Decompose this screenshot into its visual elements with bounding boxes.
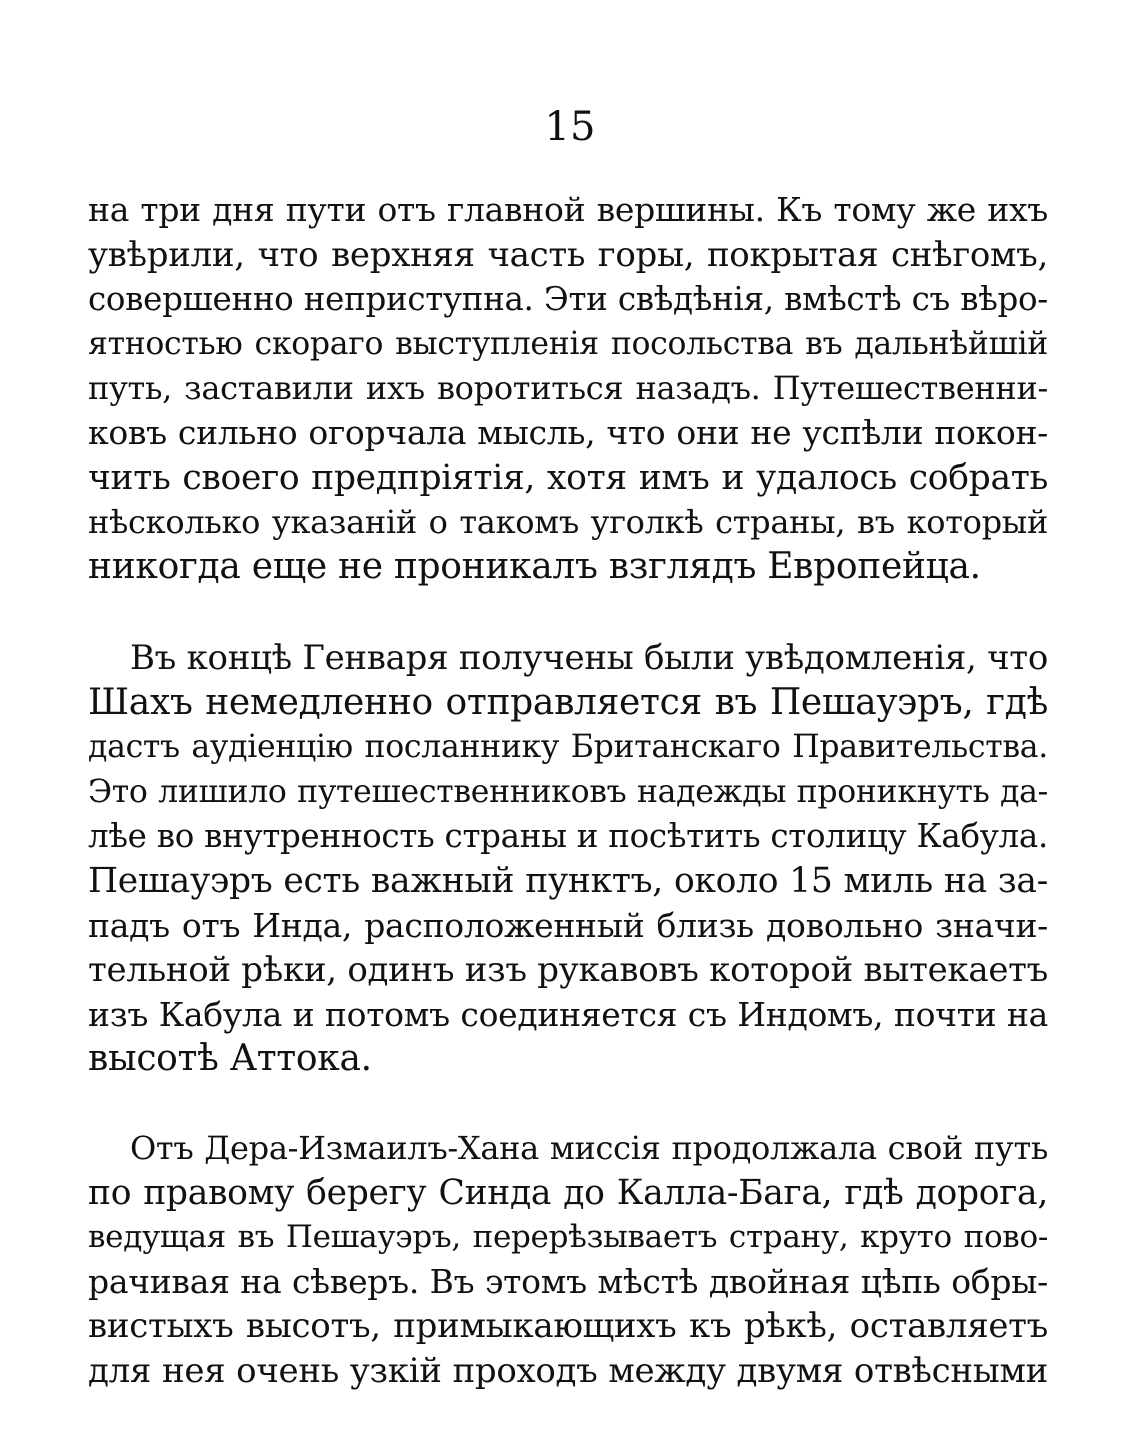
text-line: Въ концѣ Генваря получены были увѣдомленія, что bbox=[130, 638, 1048, 678]
text-line: ковъ сильно огорчала мысль, что они не успѣли покон- bbox=[88, 412, 1048, 452]
text-line: дастъ аудіенцію посланнику Британскаго Правительства. bbox=[88, 729, 1048, 766]
text-line: ятностью скораго выступленія посольства въ дальнѣйшій bbox=[88, 325, 1048, 362]
text-line: Шахъ немедленно отправляется въ Пешауэръ, гдѣ bbox=[88, 681, 1048, 723]
text-line: путь, заставили ихъ воротиться назадъ. Путешественни- bbox=[88, 369, 1048, 408]
text-line: рачивая на сѣверъ. Въ этомъ мѣстѣ двойная цѣпь обры- bbox=[88, 1261, 1048, 1301]
text-line: чить своего предпріятія, хотя имъ и удалось собрать bbox=[88, 457, 1048, 498]
text-line: по правому берегу Синда до Калла-Бага, гдѣ дорога, bbox=[88, 1172, 1048, 1213]
text-line: Отъ Дера-Измаилъ-Хана миссія продолжала свой путь bbox=[130, 1129, 1048, 1167]
text-line: падъ отъ Инда, расположенный близь довольно значи- bbox=[88, 905, 1048, 945]
text-line: вистыхъ высотъ, примыкающихъ къ рѣкѣ, оставляетъ bbox=[88, 1306, 1048, 1347]
text-line: на три дня пути отъ главной вершины. Къ тому же ихъ bbox=[88, 190, 1048, 229]
text-line: Пешауэръ есть важный пунктъ, около 15 миль на за- bbox=[88, 860, 1048, 901]
text-line: изъ Кабула и потомъ соединяется съ Индомъ, почти на bbox=[88, 994, 1048, 1034]
text-line: нѣсколько указаній о такомъ уголкѣ страны, въ который bbox=[88, 503, 1048, 542]
paragraph-3 bbox=[88, 1126, 1048, 1394]
text-line: совершенно неприступна. Эти свѣдѣнія, вмѣстѣ съ вѣро- bbox=[88, 280, 1048, 319]
text-line: лѣе во внутренность страны и посѣтить столицу Кабула. bbox=[88, 817, 1048, 856]
text-line: высотѣ Аттока. bbox=[88, 1038, 372, 1080]
paragraph-1 bbox=[88, 188, 1048, 589]
text-line: увѣрили, что верхняя часть горы, покрытая снѣгомъ, bbox=[88, 234, 1048, 275]
paragraph-2 bbox=[88, 636, 1048, 1082]
text-line: ведущая въ Пешауэръ, перерѣзываетъ страну, круто пово- bbox=[88, 1219, 1048, 1256]
text-line: для нея очень узкій проходъ между двумя отвѣсными bbox=[88, 1350, 1048, 1391]
page-number: 15 bbox=[544, 104, 596, 150]
text-line: Это лишило путешественниковъ надежды проникнуть да- bbox=[88, 773, 1048, 810]
text-line: никогда еще не проникалъ взглядъ Европейца. bbox=[88, 545, 981, 587]
text-line: тельной рѣки, одинъ изъ рукавовъ которой вытекаетъ bbox=[88, 950, 1048, 991]
